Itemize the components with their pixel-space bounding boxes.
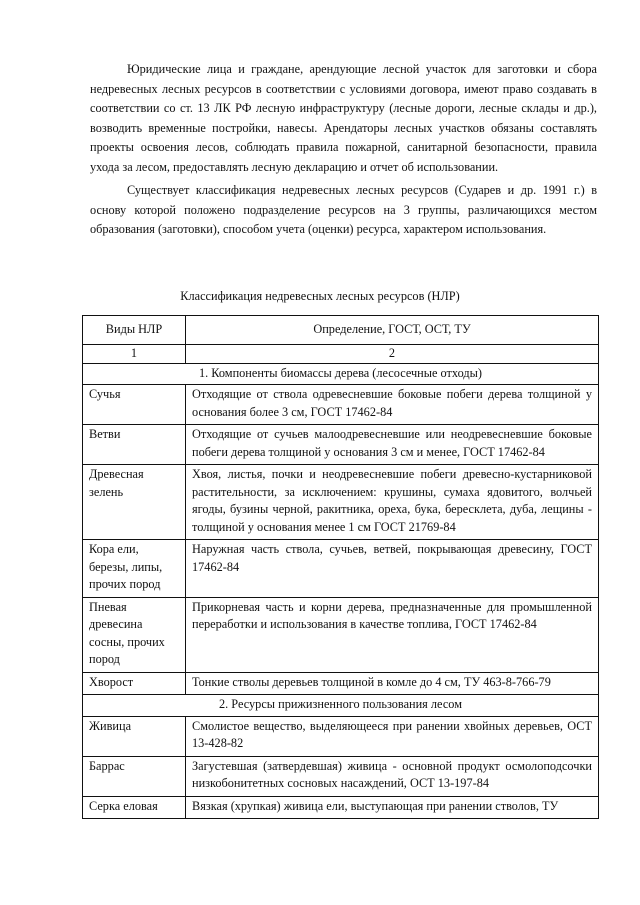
table-row (83, 385, 599, 425)
table-row (83, 796, 599, 819)
kind-cell: Серка еловая (83, 796, 186, 819)
table-caption: Классификация недревесных лесных ресурсов (НЛР) (180, 289, 460, 303)
section-title: 1. Компоненты биомассы дерева (лесосечные отходы) (83, 363, 599, 385)
kind-cell: Хворост (83, 672, 186, 695)
definition-cell: Отходящие от сучьев малоодревесневшие или неодревесневшие боковые побеги дерева толщиной у основания 3 см и менее, ГОСТ 17462-84 (186, 425, 599, 465)
table-row (83, 597, 599, 672)
table-row (83, 465, 599, 540)
definition-cell: Отходящие от ствола одревесневшие боковые побеги дерева толщиной у основания более 3 см, ГОСТ 17462-84 (186, 385, 599, 425)
nlr-classification-table (82, 315, 599, 819)
kind-cell: Сучья (83, 385, 186, 425)
definition-cell: Смолистое вещество, выделяющееся при ранении хвойных деревьев, ОСТ 13-428-82 (186, 716, 599, 756)
table-row (83, 756, 599, 796)
kind-cell: Ветви (83, 425, 186, 465)
table-row (83, 425, 599, 465)
kind-cell: Пневая древесина сосны, прочих пород (83, 597, 186, 672)
column-number-2: 2 (186, 345, 599, 364)
section-title: 2. Ресурсы прижизненного пользования лесом (83, 695, 599, 717)
section-row-2 (83, 695, 599, 717)
kind-cell: Кора ели, березы, липы, прочих пород (83, 540, 186, 598)
header-cell-kinds: Виды НЛР (83, 316, 186, 345)
definition-cell: Наружная часть ствола, сучьев, ветвей, покрывающая древесину, ГОСТ 17462-84 (186, 540, 599, 598)
kind-cell: Живица (83, 716, 186, 756)
intro-paragraph-2: Существует классификация недревесных лесных ресурсов (Сударев и др. 1991 г.) в основу которой положено подразделение ресурсов на 3 группы, различающихся местом образования (заготовки), способом учета (оценки) ресурса, характером использования. (90, 183, 597, 237)
section-row-1 (83, 363, 599, 385)
column-number-1: 1 (83, 345, 186, 364)
definition-cell: Прикорневая часть и корни дерева, предназначенные для промышленной переработки и использования в качестве топлива, ГОСТ 17462-84 (186, 597, 599, 672)
table-row (83, 540, 599, 598)
kind-cell: Древесная зелень (83, 465, 186, 540)
table-row (83, 672, 599, 695)
header-cell-definition: Определение, ГОСТ, ОСТ, ТУ (186, 316, 599, 345)
definition-cell: Загустевшая (затвердевшая) живица - основной продукт осмолоподсочки низкобонитетных сосновых насаждений, ОСТ 13-197-84 (186, 756, 599, 796)
definition-cell: Вязкая (хрупкая) живица ели, выступающая при ранении стволов, ТУ (186, 796, 599, 819)
table-header-row (83, 316, 599, 345)
definition-cell: Хвоя, листья, почки и неодревесневшие побеги древесно-кустарниковой растительности, за исключением: крушины, сумаха ядовитого, волчьей ягоды, бузины черной, ракитника, ореха, бука, бересклета, дуба, лещины - толщиной у основания менее 1 см ГОСТ 21769-84 (186, 465, 599, 540)
definition-cell: Тонкие стволы деревьев толщиной в комле до 4 см, ТУ 463-8-766-79 (186, 672, 599, 695)
kind-cell: Баррас (83, 756, 186, 796)
table-row (83, 716, 599, 756)
intro-paragraph-1: Юридические лица и граждане, арендующие лесной участок для заготовки и сбора недревесных лесных ресурсов в соответствии с условиями договора, имеют право создавать в соответствии со ст. 13 ЛК РФ лесную инфраструктуру (лесные дороги, лесные склады и др.), возводить временные постройки, навесы. Арендаторы лесных участков обязаны составлять проекты освоения лесов, соблюдать правила пожарной, санитарной безопасности, правила ухода за лесом, предоставлять лесную декларацию и отчет об использовании. (90, 62, 597, 174)
column-number-row (83, 345, 599, 364)
